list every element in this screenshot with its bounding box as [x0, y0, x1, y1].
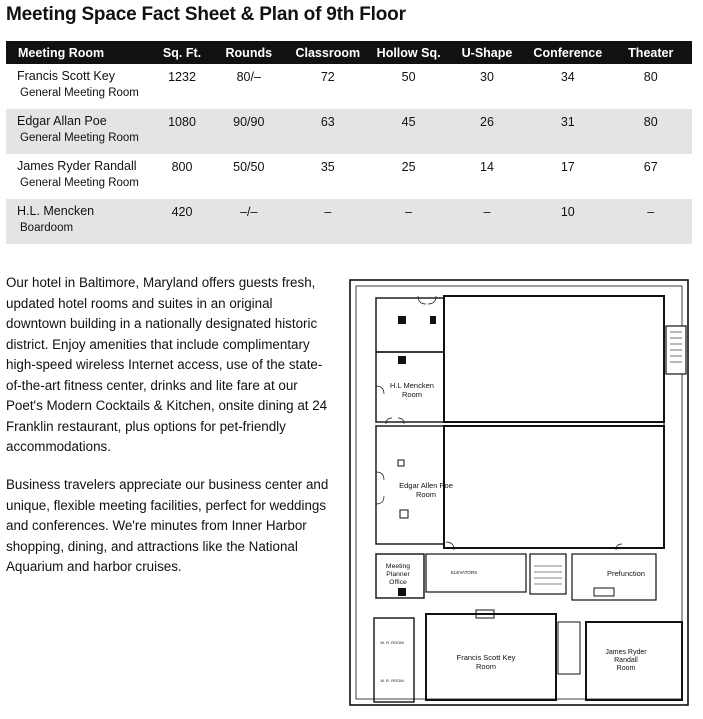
- classroom-cell: 63: [286, 109, 369, 154]
- room-type: Boardoom: [20, 222, 74, 234]
- floor-plan: [346, 276, 694, 710]
- poe-label: Room: [415, 490, 437, 499]
- sqft-cell: 800: [171, 160, 193, 174]
- hollow-cell: –: [369, 199, 447, 244]
- room-name: H.L. Mencken: [17, 204, 95, 218]
- classroom-cell: 72: [320, 70, 335, 84]
- col-sqft: Sq. Ft.: [153, 41, 212, 64]
- theater-cell: 80: [610, 109, 693, 154]
- restroom-block: [374, 618, 414, 702]
- table-header-row: [6, 41, 692, 64]
- room-name-cell: [6, 64, 153, 109]
- classroom-cell: –: [286, 199, 369, 244]
- table-row: [6, 64, 692, 109]
- jrr-label: Room: [616, 665, 636, 672]
- stair-core: [530, 554, 566, 594]
- room-name-cell: [6, 109, 153, 154]
- restroom-label: M. R. ROOM: [380, 678, 404, 683]
- rounds-cell: 50/50: [233, 160, 265, 174]
- poe-label: Edgar Allen Poe: [399, 481, 453, 490]
- planner-label: Office: [389, 579, 407, 586]
- room-type: General Meeting Room: [20, 132, 139, 144]
- core-stair-steps: [534, 566, 562, 584]
- intro-paragraph: Our hotel in Baltimore, Maryland offers guests fresh, updated hotel rooms and suites in an original downtown building in a nationally designated historic district. Enjoy amenities that include complimentary high-speed wireless Internet access, use of the state-of-the-art fitness center, drinks and lite fare at our Poet's Modern Cocktails & Kitchen, onsite dining at 24 Franklin restaurant, plus options for pet-friendly accommodations.: [6, 275, 328, 454]
- prefunction-counter: [594, 588, 614, 596]
- prefunction-label: Prefunction: [607, 569, 645, 578]
- top-left-room: [376, 298, 444, 352]
- col-conference: Conference: [526, 41, 609, 64]
- sqft-cell: 1232: [168, 70, 196, 84]
- restroom-label: W. R. ROOM: [380, 640, 404, 645]
- column-marker: [398, 316, 406, 324]
- conference-cell: 10: [526, 199, 609, 244]
- col-classroom: Classroom: [286, 41, 369, 64]
- room-type: General Meeting Room: [20, 177, 139, 189]
- capacity-table: [6, 41, 692, 244]
- jrr-label: Randall: [614, 657, 638, 664]
- room-name: Francis Scott Key: [17, 69, 115, 83]
- col-hollow-square: Hollow Sq.: [369, 41, 447, 64]
- building-inner-outline: [356, 286, 682, 699]
- conference-cell: 34: [560, 70, 575, 84]
- mencken-label: H.L Mencken: [390, 381, 434, 390]
- ballroom-lower: [444, 426, 664, 548]
- room-name: Edgar Allan Poe: [17, 114, 107, 128]
- theater-cell: 67: [643, 160, 658, 174]
- col-theater: Theater: [610, 41, 693, 64]
- planner-label: Meeting: [385, 563, 411, 570]
- column-marker: [398, 356, 406, 364]
- ushape-cell: 30: [480, 70, 494, 84]
- service-room: [558, 622, 580, 674]
- table-row: [6, 199, 692, 244]
- rounds-cell: –/–: [211, 199, 286, 244]
- column-marker: [398, 588, 406, 596]
- elevators-label: ELEVATORS: [450, 570, 478, 575]
- column-marker: [430, 316, 436, 324]
- sqft-cell: 420: [153, 199, 212, 244]
- hollow-cell: 25: [401, 160, 416, 174]
- classroom-cell: 35: [320, 160, 335, 174]
- page-title: Meeting Space Fact Sheet & Plan of 9th Floor: [6, 4, 406, 25]
- ushape-cell: 26: [448, 109, 526, 154]
- conference-cell: 17: [560, 160, 575, 174]
- column-marker: [400, 510, 408, 518]
- jrr-label: James Ryder: [605, 649, 647, 656]
- hollow-cell: 45: [369, 109, 447, 154]
- fsk-label: Room: [475, 662, 497, 671]
- room-name-cell: [6, 154, 153, 199]
- conference-cell: 31: [526, 109, 609, 154]
- hollow-cell: 50: [401, 70, 416, 84]
- ushape-cell: 14: [480, 160, 494, 174]
- theater-cell: 80: [643, 70, 658, 84]
- mencken-label: Room: [401, 390, 423, 399]
- fsk-label: Francis Scott Key: [456, 653, 516, 662]
- sqft-cell: 1080: [153, 109, 212, 154]
- rounds-cell: 80/–: [236, 70, 261, 84]
- planner-label: Planner: [386, 571, 410, 578]
- col-meeting-room: Meeting Room: [6, 41, 153, 64]
- room-type: General Meeting Room: [20, 87, 139, 99]
- col-u-shape: U-Shape: [448, 41, 526, 64]
- theater-cell: –: [610, 199, 693, 244]
- rounds-cell: 90/90: [211, 109, 286, 154]
- ushape-cell: –: [448, 199, 526, 244]
- business-paragraph: Business travelers appreciate our business center and unique, flexible meeting facilities, perfect for weddings and conferences. We're minutes from Inner Harbor shopping, dining, and attractions like the National Aquarium and harbor cruises.: [6, 477, 329, 574]
- ballroom-upper: [444, 296, 664, 422]
- column-marker: [398, 460, 404, 466]
- table-row: [6, 109, 692, 154]
- col-rounds: Rounds: [211, 41, 286, 64]
- table-row: [6, 154, 692, 199]
- room-name: James Ryder Randall: [17, 159, 137, 173]
- room-name-cell: [6, 199, 153, 244]
